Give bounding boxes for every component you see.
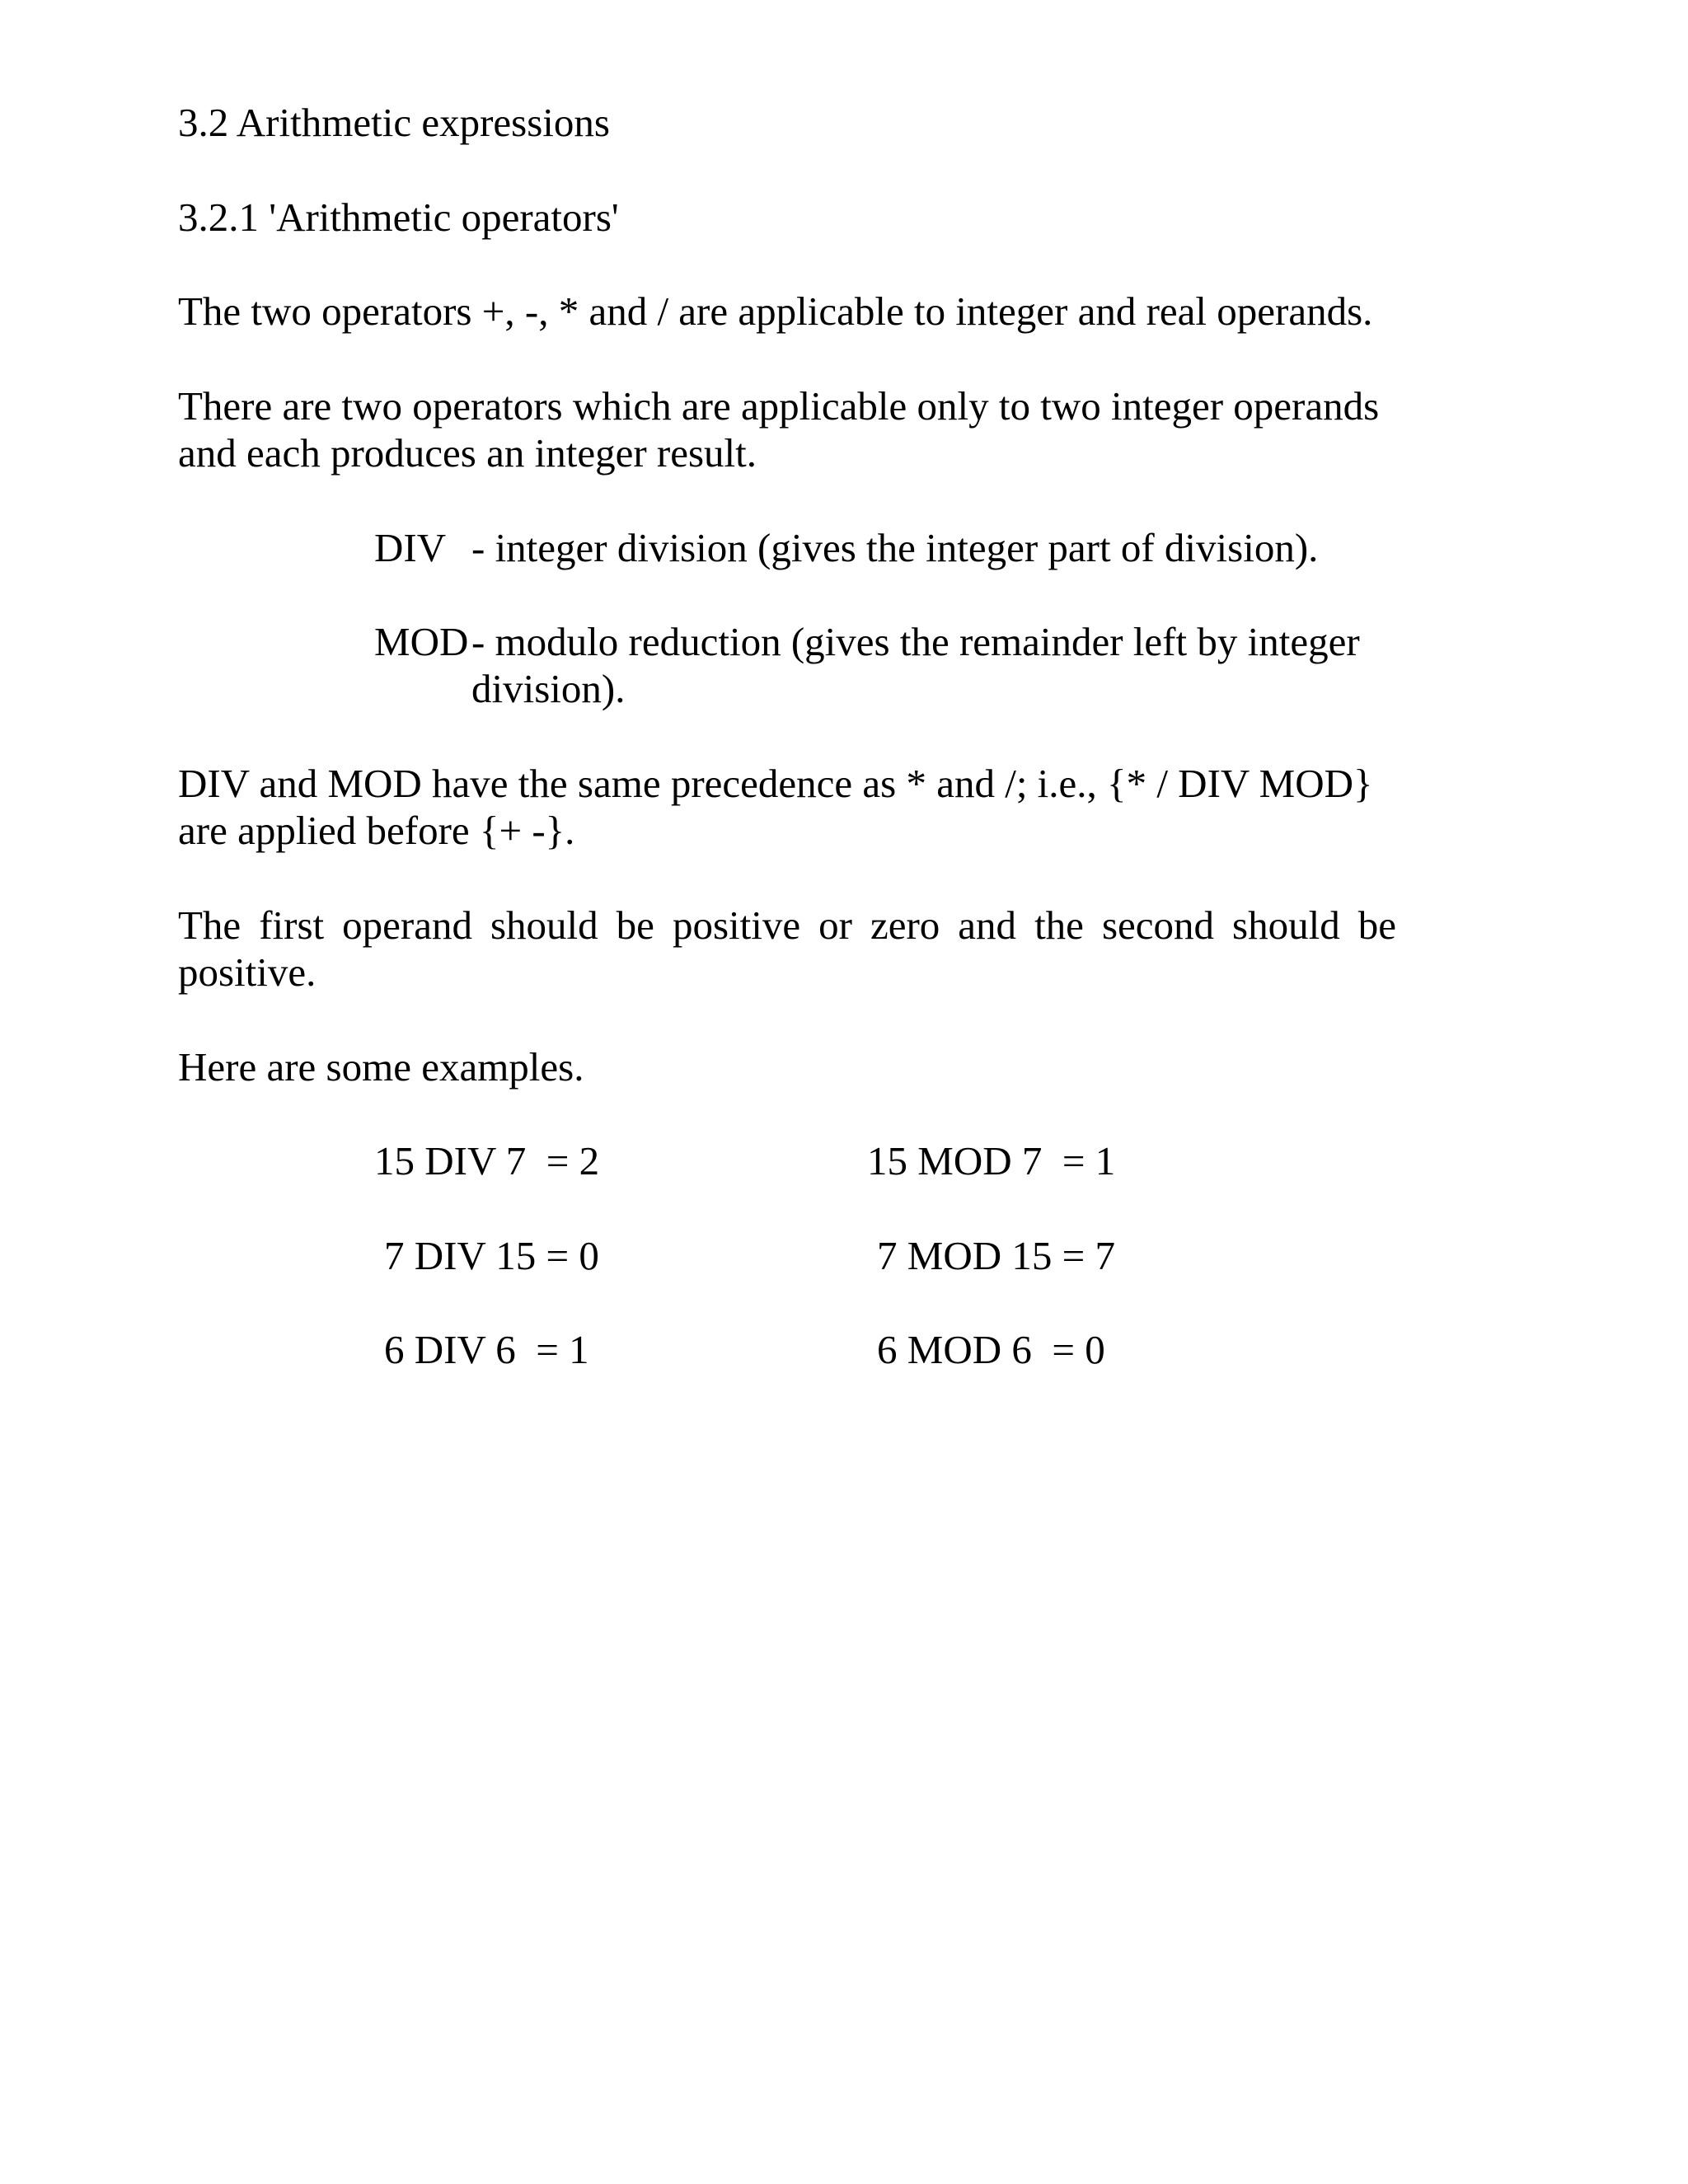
example-mod: 7 MOD 15 = 7 (877, 1233, 1115, 1278)
example-mod: 6 MOD 6 = 0 (877, 1327, 1105, 1372)
paragraph-precedence: DIV and MOD have the same precedence as * and /; i.e., {* / DIV MOD} are applied before {+ -}. (178, 761, 1373, 853)
definition-term: MOD (374, 619, 469, 664)
example-div: 15 DIV 7 = 2 (374, 1138, 600, 1183)
paragraph-operand-rules: The first operand should be positive or zero and the second should be positive. (178, 902, 1396, 995)
example-div: 6 DIV 6 = 1 (384, 1327, 589, 1372)
paragraph-integer-operators: There are two operators which are applicable only to two integer operands and each produces an integer result. (178, 383, 1380, 476)
paragraph-operators: The two operators +, -, * and / are applicable to integer and real operands. (178, 288, 1373, 334)
definition-description: - integer division (gives the integer part of division). (471, 525, 1319, 570)
paragraph-examples-intro: Here are some examples. (178, 1044, 584, 1090)
section-heading: 3.2 Arithmetic expressions (178, 100, 610, 145)
example-div: 7 DIV 15 = 0 (384, 1233, 599, 1278)
definition-description: - modulo reduction (gives the remainder left by integer division). (471, 619, 1360, 711)
example-mod: 15 MOD 7 = 1 (867, 1138, 1116, 1183)
subsection-heading: 3.2.1 'Arithmetic operators' (178, 194, 619, 240)
definition-term: DIV (374, 525, 447, 570)
